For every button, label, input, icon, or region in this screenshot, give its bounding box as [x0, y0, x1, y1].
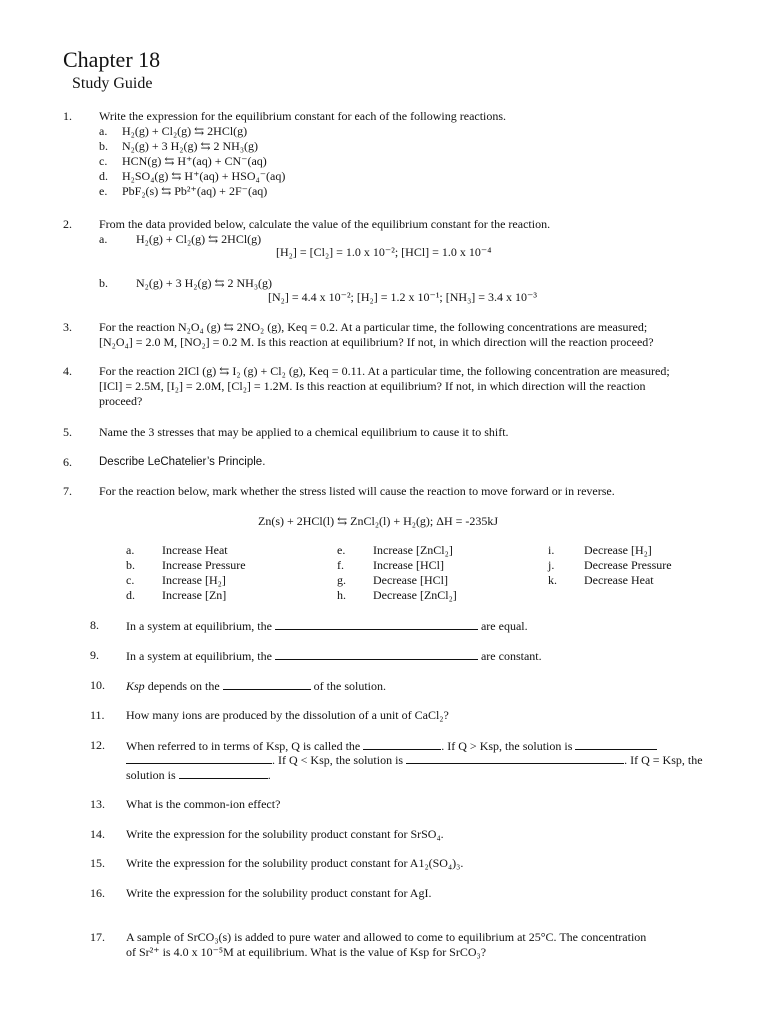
question-17-line-1: A sample of SrCO₃(s) is added to pure water and allowed to come to equilibrium at 25°C. The concentration	[126, 930, 647, 944]
question-2b-data: [N₂] = 4.4 x 10⁻²; [H₂] = 1.2 x 10⁻¹; [NH₃] = 3.4 x 10⁻³	[268, 290, 537, 304]
question-number: 8.	[90, 618, 99, 632]
question-number: 14.	[90, 827, 105, 841]
fill-in-blank[interactable]	[275, 618, 478, 630]
list-item: i. Decrease [H₂]	[548, 543, 652, 557]
question-12-line-3: solution is .	[126, 768, 271, 782]
question-number: 16.	[90, 886, 105, 900]
fill-in-blank[interactable]	[363, 738, 441, 750]
list-item: d. Increase [Zn]	[126, 588, 227, 602]
stress-list-col-1	[126, 543, 246, 603]
list-item: f. Increase [HCl]	[337, 558, 444, 572]
question-2a-letter: a.	[99, 232, 108, 246]
list-item: j. Decrease Pressure	[548, 558, 672, 572]
question-number: 3.	[63, 320, 72, 334]
question-9: In a system at equilibrium, the are constant.	[126, 649, 542, 663]
question-4-line-3: proceed?	[99, 394, 143, 408]
question-10: Ksp depends on the of the solution.	[126, 679, 386, 693]
question-2a-data: [H₂] = [Cl₂] = 1.0 x 10⁻²; [HCl] = 1.0 x 10⁻⁴	[276, 245, 492, 259]
list-item: c. Increase [H₂]	[126, 573, 226, 587]
question-number: 5.	[63, 425, 72, 439]
page-title: Chapter 18	[63, 47, 161, 72]
list-item: h. Decrease [ZnCl₂]	[337, 588, 457, 602]
stress-list-col-2	[337, 543, 457, 603]
question-number: 1.	[63, 109, 72, 123]
question-number: 2.	[63, 217, 72, 231]
fill-in-blank[interactable]	[406, 752, 624, 764]
question-2b-reaction: N₂(g) + 3 H₂(g) ⇆ 2 NH₃(g)	[136, 276, 273, 290]
list-item: a. H₂(g) + Cl₂(g) ⇆ 2HCl(g)	[99, 124, 248, 138]
question-4-line-2: [ICl] = 2.5M, [I₂] = 2.0M, [Cl₂] = 1.2M. Is this reaction at equilibrium? If not, in which direction will the reaction	[99, 379, 646, 393]
question-5-text: Name the 3 stresses that may be applied to a chemical equilibrium to cause it to shift.	[99, 425, 509, 439]
list-item: a. Increase Heat	[126, 543, 228, 557]
question-3-line-2: [N₂O₄] = 2.0 M, [NO₂] = 0.2 M. Is this reaction at equilibrium? If not, in which direction will the reaction proceed?	[99, 335, 654, 349]
question-4-line-1: For the reaction 2ICl (g) ⇆ I₂ (g) + Cl₂ (g), Keq = 0.11. At a particular time, the following concentration are measured;	[99, 364, 670, 378]
question-number: 17.	[90, 930, 105, 944]
list-item: k. Decrease Heat	[548, 573, 654, 587]
list-item: c. HCN(g) ⇆ H⁺(aq) + CN⁻(aq)	[99, 154, 267, 168]
list-item: e. Increase [ZnCl₂]	[337, 543, 453, 557]
question-12-line-2: . If Q < Ksp, the solution is . If Q = Ksp, the	[126, 752, 703, 768]
question-17-line-2: of Sr²⁺ is 4.0 x 10⁻⁵M at equilibrium. What is the value of Ksp for SrCO₃?	[126, 945, 487, 959]
fill-in-blank[interactable]	[575, 738, 657, 750]
question-11-text: How many ions are produced by the dissolution of a unit of CaCl₂?	[126, 708, 449, 722]
question-2a-reaction: H₂(g) + Cl₂(g) ⇆ 2HCl(g)	[136, 232, 262, 246]
question-number: 12.	[90, 738, 105, 752]
page-subtitle: Study Guide	[72, 75, 153, 92]
question-number: 13.	[90, 797, 105, 811]
question-6-text: Describe LeChatelier’s Principle.	[99, 456, 266, 468]
question-7-reaction: Zn(s) + 2HCl(l) ⇆ ZnCl₂(l) + H₂(g); ΔH = -235kJ	[258, 514, 499, 528]
question-number: 10.	[90, 678, 105, 692]
question-7-prompt: For the reaction below, mark whether the stress listed will cause the reaction to move forward or in reverse.	[99, 484, 615, 498]
question-15-text: Write the expression for the solubility product constant for A1₂(SO₄)₃.	[126, 856, 464, 870]
fill-in-blank[interactable]	[275, 648, 478, 660]
question-number: 4.	[63, 364, 72, 378]
question-3-line-1: For the reaction N₂O₄ (g) ⇆ 2NO₂ (g), Keq = 0.2. At a particular time, the following concentrations are measured;	[99, 320, 648, 334]
list-item: g. Decrease [HCl]	[337, 573, 448, 587]
list-item: d. H₂SO₄(g) ⇆ H⁺(aq) + HSO₄⁻(aq)	[99, 169, 286, 183]
question-1-prompt: Write the expression for the equilibrium constant for each of the following reactions.	[99, 109, 507, 123]
question-number: 7.	[63, 484, 72, 498]
question-2b-letter: b.	[99, 276, 108, 290]
question-number: 6.	[63, 455, 72, 469]
question-13-text: What is the common-ion effect?	[126, 797, 281, 811]
fill-in-blank[interactable]	[126, 752, 272, 764]
fill-in-blank[interactable]	[179, 767, 268, 779]
question-16-text: Write the expression for the solubility product constant for AgI.	[126, 886, 432, 900]
question-number: 11.	[90, 708, 105, 722]
list-item: b. Increase Pressure	[126, 558, 246, 572]
stress-list-col-3	[548, 543, 672, 588]
question-8: In a system at equilibrium, the are equal.	[126, 619, 528, 633]
question-14-text: Write the expression for the solubility product constant for SrSO₄.	[126, 827, 444, 841]
list-item: b. N₂(g) + 3 H₂(g) ⇆ 2 NH₃(g)	[99, 139, 259, 153]
question-number: 9.	[90, 648, 99, 662]
question-12-line-1: When referred to in terms of Ksp, Q is called the . If Q > Ksp, the solution is	[126, 738, 657, 754]
list-item: e. PbF₂(s) ⇆ Pb²⁺(aq) + 2F⁻(aq)	[99, 184, 268, 198]
fill-in-blank[interactable]	[223, 678, 311, 690]
question-2-prompt: From the data provided below, calculate the value of the equilibrium constant for the reaction.	[99, 217, 551, 231]
question-number: 15.	[90, 856, 105, 870]
question-1-list	[99, 124, 285, 199]
